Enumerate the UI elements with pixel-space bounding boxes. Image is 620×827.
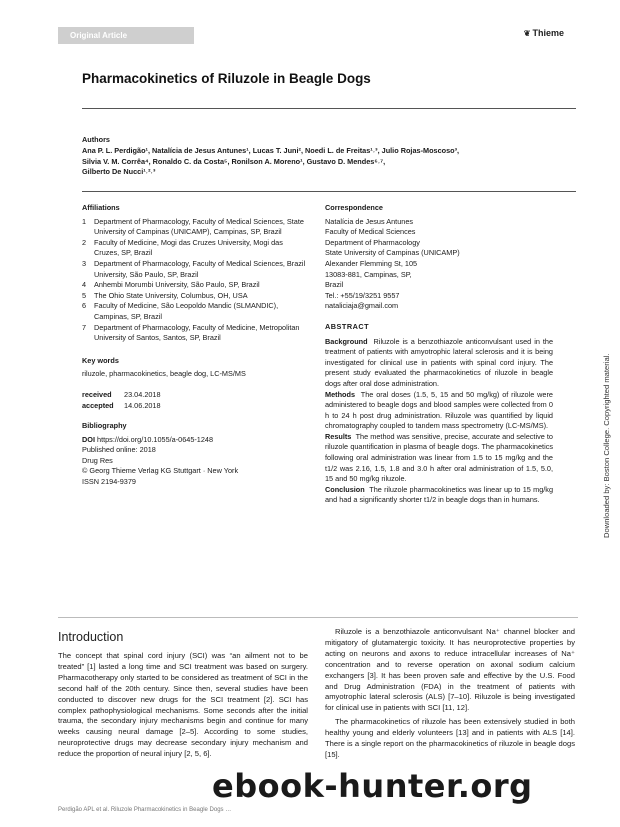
- affiliations-list: [82, 217, 308, 344]
- affiliation-item: 4 Anhembi Morumbi University, São Paulo, SP, Brazil: [82, 280, 260, 290]
- issn-line: ISSN 2194-9379: [82, 477, 136, 487]
- keywords-heading: Key words: [82, 355, 119, 365]
- abstract-background: Background Riluzole is a benzothiazole anticonvulsant used in the treatment of patients with amyotrophic lateral sclerosis and it is being investigated for clinical use in patients with spinal cord injury. The present study evaluated the pharmacokinetics of riluzole in beagle dogs after oral dose administration.: [325, 336, 553, 388]
- author-list: [82, 146, 562, 178]
- article-type-tag: Original Article: [58, 27, 194, 44]
- accepted-date: 14.06.2018: [124, 400, 161, 410]
- received-label: received: [82, 389, 112, 399]
- published-line: Published online: 2018: [82, 445, 156, 455]
- author-line: Silvia V. M. Corrêa⁴, Ronaldo C. da Costa⁵, Ronilson A. Moreno¹, Gustavo D. Mendes⁶˒⁷,: [82, 156, 386, 166]
- affiliation-item: 7 Department of Pharmacology, Faculty of Medicine, Metropolitan University of Santos, Santos, SP, Brazil: [82, 322, 300, 343]
- abstract-heading: ABSTRACT: [325, 321, 370, 331]
- intro-paragraph: The pharmacokinetics of riluzole has been extensively studied in both healthy young and elderly volunteers [13] and in patients with ALS [14]. There is a single report on the pharmacokinetics of riluzole in beagle dogs [15].: [325, 717, 575, 759]
- author-line: Gilberto De Nucci¹˒²˒³: [82, 167, 156, 177]
- abstract-conclusion: Conclusion The riluzole pharmacokinetics was linear up to 15 mg/kg and had a significantly shorter t1/2 in beagle dogs than in humans.: [325, 484, 553, 505]
- keywords-text: riluzole, pharmacokinetics, beagle dog, LC-MS/MS: [82, 369, 246, 379]
- accepted-label: accepted: [82, 400, 114, 410]
- bibliography-heading: Bibliography: [82, 421, 127, 431]
- correspondence-heading: Correspondence: [325, 203, 383, 212]
- body-column-right: [325, 627, 575, 761]
- download-notice: Downloaded by: Boston College. Copyrighted material.: [602, 353, 611, 538]
- body-separator: [58, 617, 578, 618]
- article-title: Pharmacokinetics of Riluzole in Beagle Dogs: [82, 71, 371, 86]
- abstract-results: Results The method was sensitive, precise, accurate and selective to riluzole quantification in plasma of beagle dogs. The pharmacokinetics following oral administration was linear from 1.5 to 15 mg/kg and the t1/2 was 2.16, 1.5, 1.8 and 3.0 h after oral administration of 1.5, 5.0, 15 and 50 mg/kg riluzole.: [325, 431, 553, 484]
- affiliation-item: 2 Faculty of Medicine, Mogi das Cruzes University, Mogi das Cruzes, SP, Brazil: [82, 237, 283, 258]
- watermark-logo: ebook-hunter.org: [212, 767, 533, 805]
- intro-paragraph: The concept that spinal cord injury (SCI) was “an ailment not to be treated” [1] lasted a long time and SCI treatment was based on surgery. Pharmacotherapy only started to be considered as treatment of SCI in the second half of the 20th century. Since then, several studies have been conducted to discover new drugs for the SCI treatment [2]. SCI has complex pathophysiological mechanisms. Some seconds after the initial trauma, the secondary injury mechanisms begin and continue for many weeks causing neural damage [2–5]. According to some studies, neuroprotective drugs may decrease secondary injury mechanism and reduce the proportion of neural injury [2, 5, 6].: [58, 651, 308, 759]
- metadata-column: [82, 203, 308, 488]
- correspondence-address: Natalícia de Jesus Antunes Faculty of Medical Sciences Department of Pharmacology State University of Campinas (UNICAMP) Alexander Flemming St, 105 13083-881, Campinas, SP, Brazil Tel.: +55/19/3251 9557 nataliciaja@gmail.com: [325, 217, 553, 312]
- publisher-name: Thieme: [532, 28, 564, 38]
- title-rule: [82, 108, 576, 109]
- abstract-methods: Methods The oral doses (1.5, 5, 15 and 50 mg/kg) of riluzole were administered to beagle dogs and blood samples were collected from 0 h to 24 h post drug administration. Riluzole was quantified by liquid chromatography coupled to tandem mass spectrometry (LC-MS/MS).: [325, 389, 553, 431]
- authors-rule: [82, 191, 576, 192]
- received-date: 23.04.2018: [124, 389, 161, 399]
- article-dates: [82, 390, 308, 411]
- intro-paragraph: Riluzole is a benzothiazole anticonvulsant Na⁺ channel blocker and mitigatory of glutamatergic toxicity. It has neuroprotective properties by acting on neurons and axons to reduce intracellular increases of Na⁺ concentration and to reverse operation on axonal sodium calcium exchangers [3]. It has been proven safe and effective by the U.S. Food and Drug Administration (FDA) in the treatment of patients with amyotrophic lateral sclerosis (ALS) [7–10]. Riluzole is being investigated for clinical use in patients with SCI [11, 12].: [325, 627, 575, 713]
- publisher-logo: [524, 28, 564, 38]
- author-line: Ana P. L. Perdigão¹, Natalícia de Jesus Antunes¹, Lucas T. Juni², Noedi L. de Freitas¹˒³, Julio Rojas-Moscoso³,: [82, 146, 460, 155]
- doi-line: [82, 435, 308, 446]
- abstract-body: [325, 337, 553, 507]
- affiliation-item: 1 Department of Pharmacology, Faculty of Medical Sciences, State University of Campinas (UNICAMP), Campinas, SP, Brazil: [82, 216, 304, 237]
- affiliation-item: 3 Department of Pharmacology, Faculty of Medical Sciences, Brazil University, São Paulo, SP, Brazil: [82, 258, 306, 279]
- thieme-logo-icon: ❦: [523, 29, 531, 38]
- doi-link[interactable]: https://doi.org/10.1055/a-0645-1248: [97, 434, 214, 444]
- introduction-heading: Introduction: [58, 630, 124, 644]
- correspondence-abstract-column: [325, 203, 553, 506]
- affiliation-item: 5 The Ohio State University, Columbus, OH, USA: [82, 290, 248, 300]
- affiliations-heading: Affiliations: [82, 203, 120, 212]
- page-footer: Perdigão APL et al. Riluzole Pharmacokinetics in Beagle Dogs …: [58, 807, 232, 813]
- authors-heading: Authors: [82, 135, 110, 144]
- body-column-left: [58, 651, 308, 760]
- copyright-line: © Georg Thieme Verlag KG Stuttgart · New York: [82, 466, 239, 476]
- journal-name: Drug Res: [82, 455, 113, 465]
- correspondence-email[interactable]: nataliciaja@gmail.com: [325, 301, 399, 311]
- affiliation-item: 6 Faculty of Medicine, São Leopoldo Mandic (SLMANDIC), Campinas, SP, Brazil: [82, 301, 279, 321]
- doi-label: DOI: [82, 434, 95, 444]
